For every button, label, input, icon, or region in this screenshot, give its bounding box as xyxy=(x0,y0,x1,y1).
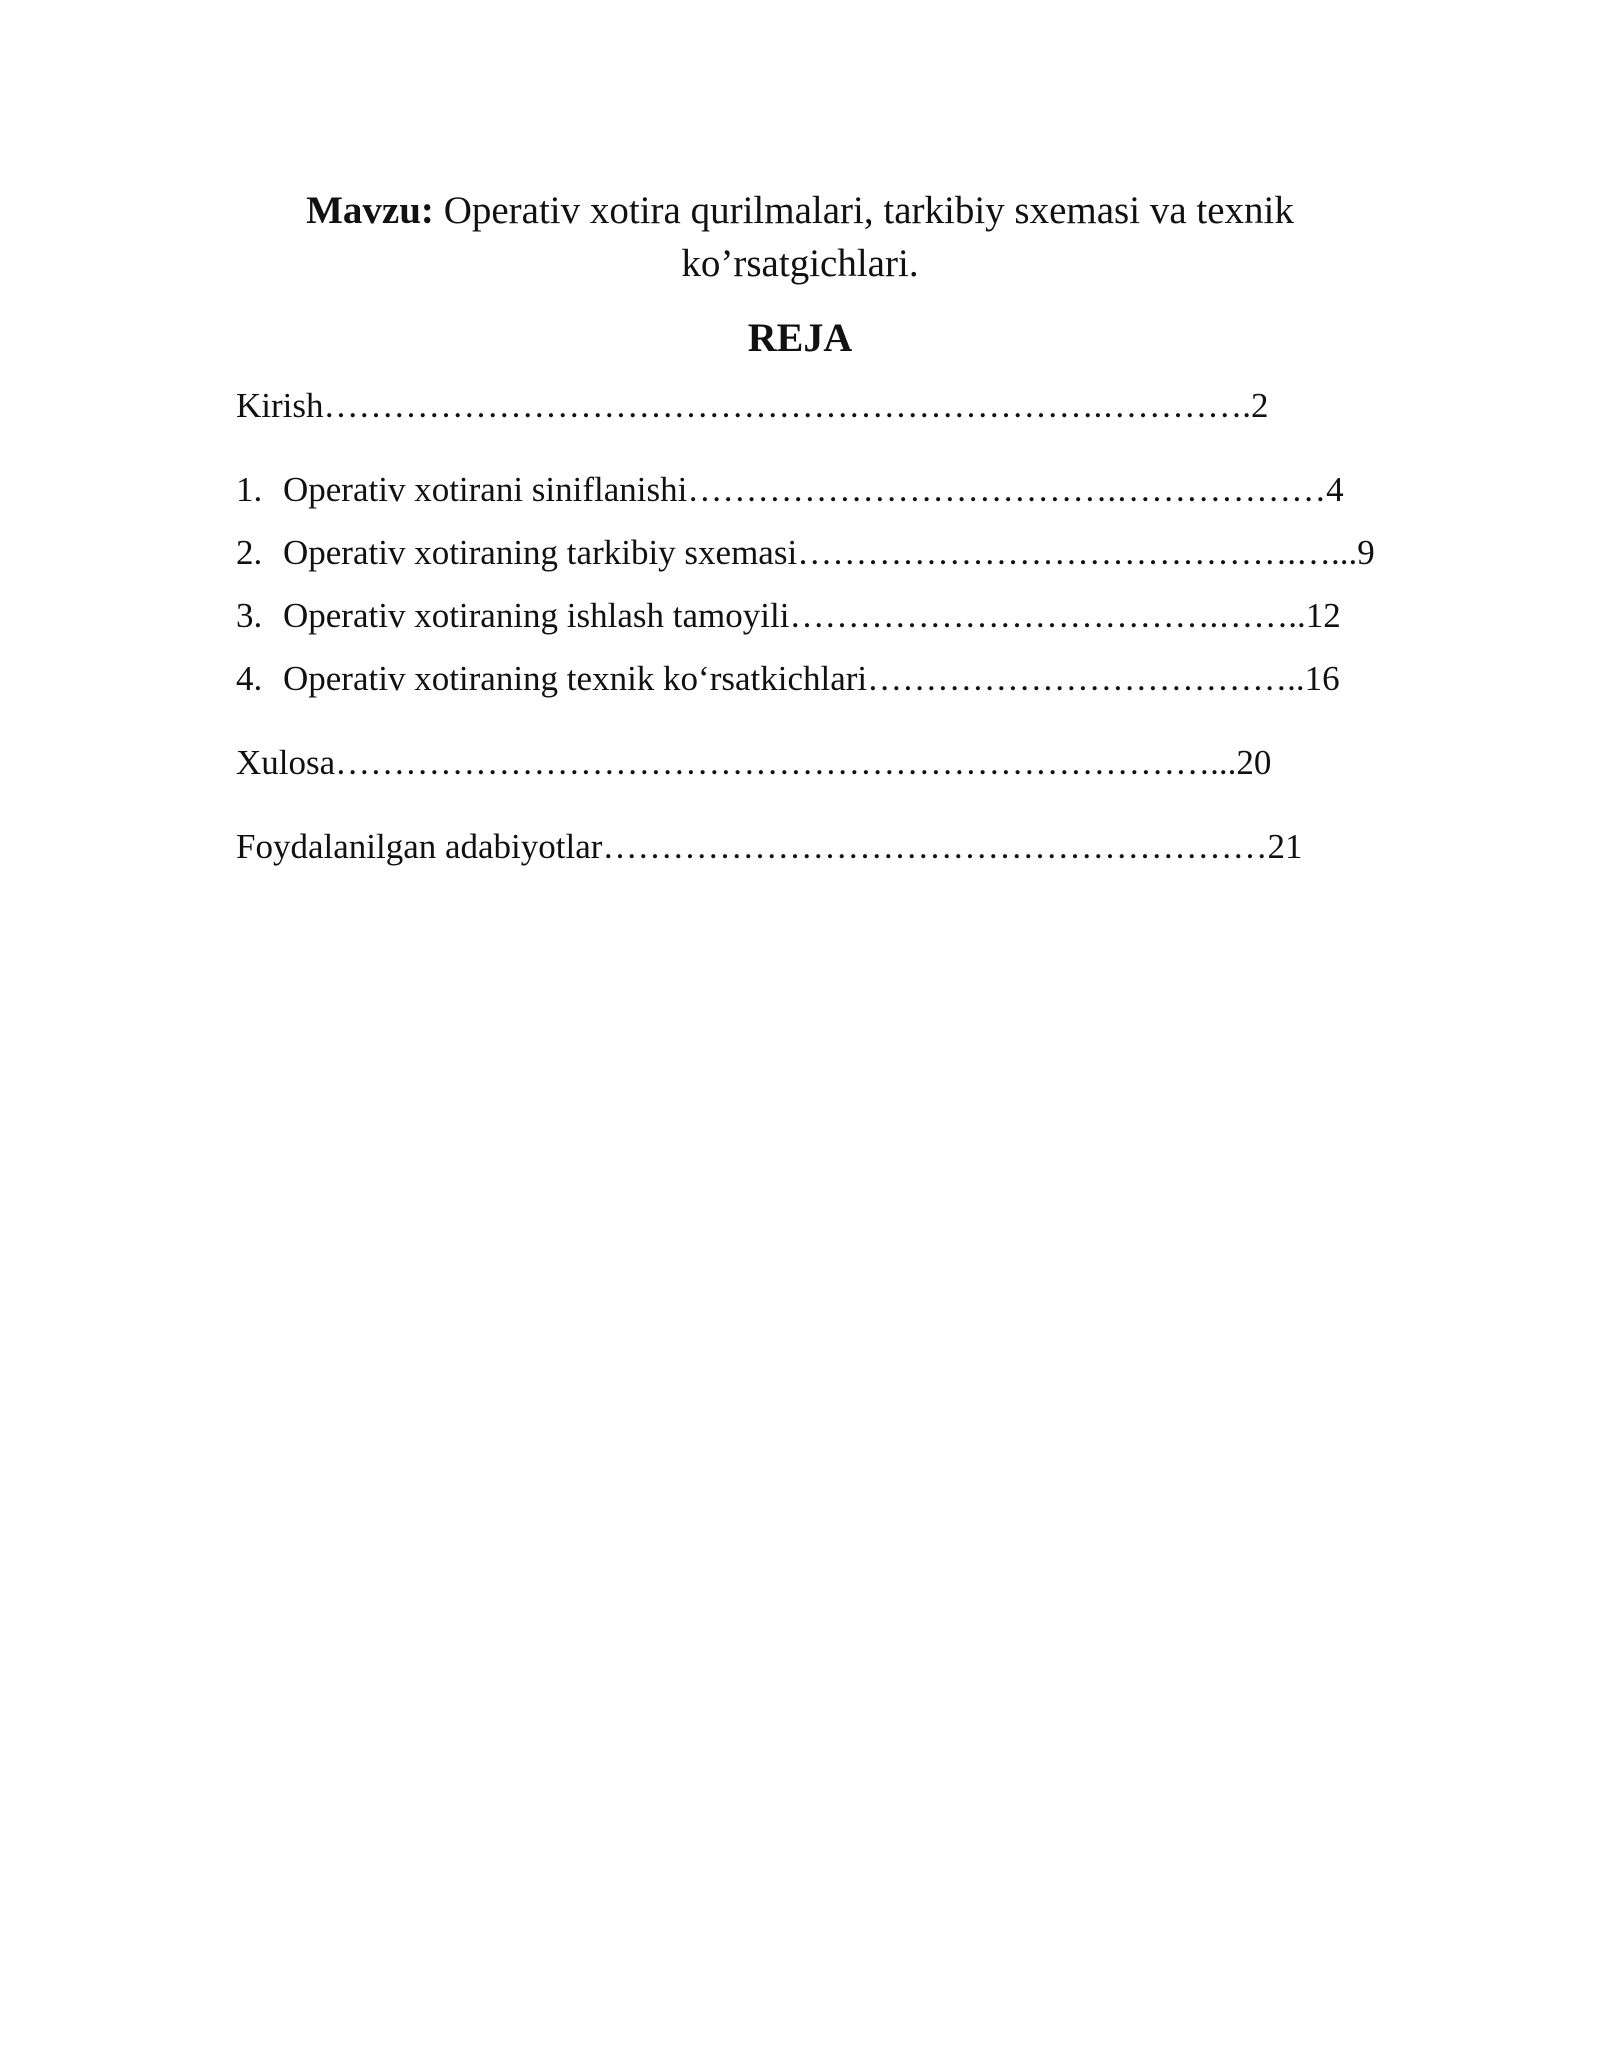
toc-entry-3 xyxy=(236,594,1390,638)
toc-entry-conclusion xyxy=(236,741,1390,785)
plan-heading: REJA xyxy=(747,315,853,360)
toc-page-number: 20 xyxy=(1236,743,1272,782)
toc-entry-title: Kirish xyxy=(236,386,324,425)
toc-leader: ……………………………….…….. xyxy=(789,596,1306,635)
toc-entry-references xyxy=(236,825,1390,869)
toc-entry-number: 2. xyxy=(236,533,263,572)
toc-page-number: 16 xyxy=(1304,659,1340,698)
topic-label: Mavzu: xyxy=(306,189,434,232)
toc-entry-2 xyxy=(236,531,1390,575)
toc-entry-title: Xulosa xyxy=(236,743,336,782)
toc-leader: …………………………………………………………………... xyxy=(335,743,1237,782)
topic-text: Operativ xotira qurilmalari, tarkibiy sxemasi va texnik ko’rsatgichlari. xyxy=(433,189,1294,285)
toc-entry-title: Operativ xotirani siniflanishi xyxy=(283,470,688,509)
toc-page-number: 21 xyxy=(1267,827,1303,866)
toc-page-number: 12 xyxy=(1305,596,1341,635)
toc-entry-number: 4. xyxy=(236,659,263,698)
toc-leader: ………………………………………………………….………… xyxy=(323,386,1243,425)
toc-leader: …………………………………….….. xyxy=(797,533,1349,572)
toc-page-number: 4 xyxy=(1326,470,1344,509)
toc-entry-4 xyxy=(236,657,1390,701)
toc-entry-number: 3. xyxy=(236,596,263,635)
toc-entry-title: Operativ xotiraning texnik ko‘rsatkichlari xyxy=(283,659,868,698)
toc-entry-title: Operativ xotiraning ishlash tamoyili xyxy=(283,596,790,635)
toc-page-number: .2 xyxy=(1242,386,1269,425)
toc-entry-1 xyxy=(236,468,1390,512)
topic-title xyxy=(200,184,1400,290)
toc-entry-title: Foydalanilgan adabiyotlar xyxy=(236,827,603,866)
toc-entry-number: 1. xyxy=(236,470,263,509)
toc-entry-introduction xyxy=(236,384,1390,428)
toc-page-number: .9 xyxy=(1348,533,1375,572)
toc-entry-title: Operativ xotiraning tarkibiy sxemasi xyxy=(283,533,798,572)
toc-leader: ……………………………….……………… xyxy=(687,470,1327,509)
toc-leader: ……………………………….. xyxy=(867,659,1305,698)
toc-leader: ………………………………………………… xyxy=(602,827,1268,866)
